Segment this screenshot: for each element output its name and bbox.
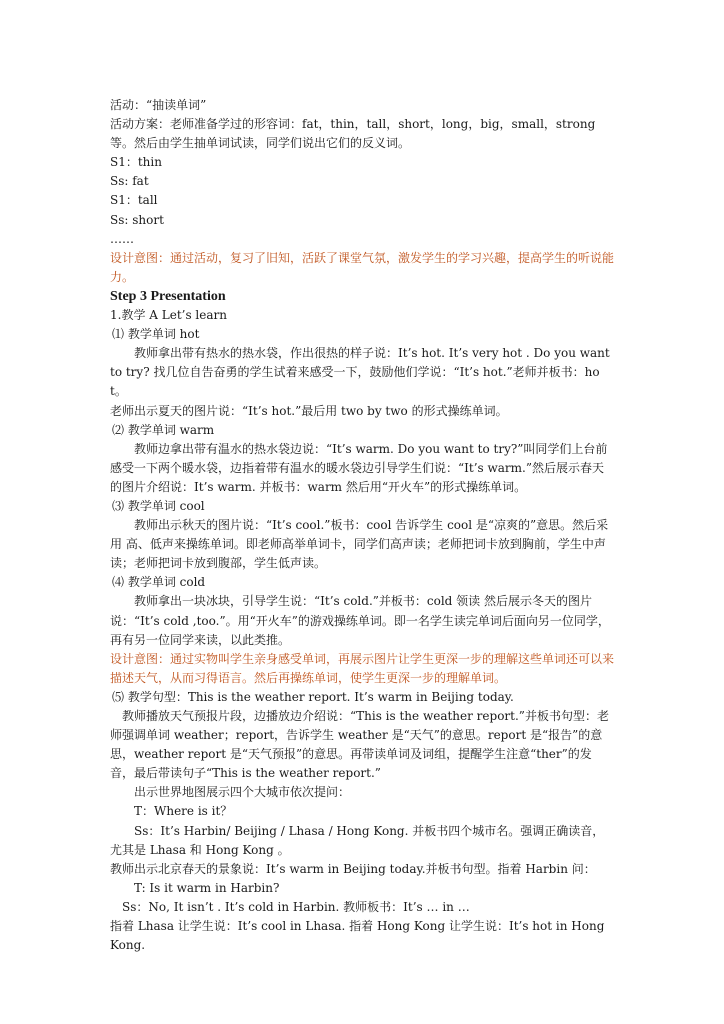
dialogue-line: Ss：No, It isn’t . It’s cold in Harbin. 教师板书：It’s … in … [122, 899, 470, 914]
design-intent: 设计意图：通过实物叫学生亲身感受单词，再展示图片让学生更深一步的理解这些单词还可以来描述天气，从而习得语言。然后再操练单词，使学生更深一步的理解单词。 [110, 651, 615, 685]
design-intent: 设计意图：通过活动，复习了旧知，活跃了课堂气氛，激发学生的学习兴趣，提高学生的听说能力。 [110, 250, 615, 284]
dialogue-line: T：Where is it？ [134, 804, 233, 819]
dialogue-line: Ss: short [110, 212, 164, 227]
dialogue-line: T: Is it warm in Harbin? [134, 880, 280, 895]
section-heading: Step 3 Presentation [110, 288, 226, 304]
sub-heading-warm: ⑵ 教学单词 warm [112, 422, 215, 437]
sub-heading-cool: ⑶ 教学单词 cool [112, 498, 205, 513]
dialogue-line: S1：tall [110, 193, 158, 208]
sub-heading-hot: ⑴ 教学单词 hot [112, 327, 200, 342]
paragraph-map: 出示世界地图展示四个大城市依次提问： [134, 785, 351, 800]
paragraph-lhasa: 指着 Lhasa 让学生说：It’s cool in Lhasa. 指着 Hong Kong 让学生说：It’s hot in Hong Kong. [110, 919, 605, 953]
activity-title: 活动：“抽读单词” [110, 98, 207, 112]
sub-heading-weather: ⑸ 教学句型：This is the weather report. It’s warm in Beijing today. [112, 689, 514, 704]
paragraph-warm: 教师边拿出带有温水的热水袋边说：“It’s warm. Do you want to try?”叫同学们上台前感受一下两个暖水袋，边指着带有温水的暖水袋边引导学生们说：“It’s warm.”然后展示春天的图片介绍说：It’s warm. 并板书：warm 然后用“开火车”的形式操练单词。 [110, 441, 608, 494]
lesson-item: 1.教学 A Let’s learn [110, 308, 227, 323]
paragraph-hot: 教师拿出带有热水的热水袋，作出很热的样子说：It’s hot. It’s very hot . Do you want to try? 找几位自告奋勇的学生试着来感受一下，鼓励他们学说：“It’s hot.”老师并板书：hot。 [110, 346, 610, 399]
paragraph-weather: 教师播放天气预报片段，边播放边介绍说：“This is the weather report.”并板书句型：老师强调单词 weather；report，告诉学生 weather 是“天气”的意思。report 是“报告”的意思，weather report 是“天气预报”的意思。再带读单词及词组，提醒学生注意“ther”的发音，最后带读句子“This is the weather report.” [110, 709, 609, 781]
paragraph-cool: 教师出示秋天的图片说：“It’s cool.”板书：cool 告诉学生 cool 是“凉爽的”意思。然后采用 高、低声来操练单词。即老师高举单词卡，同学们高声读；老师把词卡放到胸前，学生中声读；老师把词卡放到腹部，学生低声读。 [110, 518, 609, 571]
document-page [110, 96, 615, 955]
paragraph-cold: 教师拿出一块冰块，引导学生说：“It’s cold.”并板书：cold 领读 然后展示冬天的图片说：“It’s cold ,too.”。用“开火车”的游戏操练单词。即一名学生读完单词后面向另一位同学，再有另一位同学来读，以此类推。 [110, 594, 610, 647]
paragraph-beijing: 教师出示北京春天的景象说：It’s warm in Beijing today.并板书句型。指着 Harbin 问： [110, 861, 596, 876]
paragraph-summer: 老师出示夏天的图片说：“It’s hot.”最后用 two by two 的形式操练单词。 [110, 403, 508, 418]
activity-plan: 活动方案：老师准备学过的形容词：fat，thin，tall，short，long，big，small，strong 等。然后由学生抽单词试读，同学们说出它们的反义词。 [110, 117, 596, 151]
sub-heading-cold: ⑷ 教学单词 cold [112, 575, 206, 590]
dialogue-line: S1：thin [110, 155, 162, 170]
dialogue-line: Ss: fat [110, 174, 149, 189]
ellipsis: …… [110, 231, 134, 246]
dialogue-line: Ss：It’s Harbin/ Beijing / Lhasa / Hong Kong. 并板书四个城市名。强调正确读音，尤其是 Lhasa 和 Hong Kong 。 [110, 823, 605, 857]
